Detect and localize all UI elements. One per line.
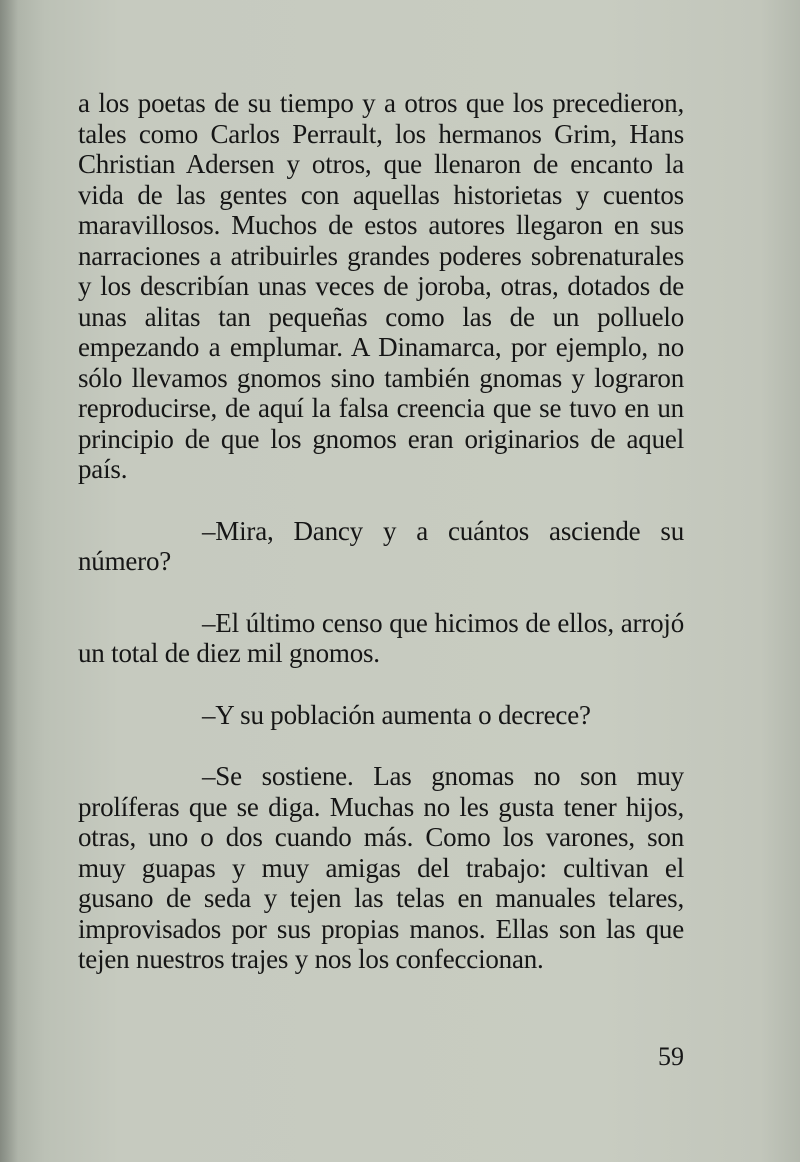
dialog-question-population: –Y su población aumenta o decrece? — [202, 699, 591, 730]
body-text — [78, 88, 684, 975]
paragraph-gap — [78, 669, 684, 700]
spine-shadow — [0, 0, 18, 1162]
page-number: 59 — [658, 1042, 684, 1071]
dialog-answer-gnomas: –Se sostiene. Las gnomas no son muy prolíferas que se diga. Muchas no les gusta tener hijos, otras, uno o dos cuando más. Como los varones, son muy guapas y muy amigas del trabajo: cultivan el gusano de seda y tejen las telas en manuales telares, improvisados por sus propias manos. Ellas son las que tejen nuestros trajes y nos los confeccionan. — [78, 761, 684, 974]
paragraph-gap — [78, 730, 684, 761]
paragraph-gap — [78, 485, 684, 516]
paragraph-gap — [78, 577, 684, 608]
dialog-answer-census: –El último censo que hicimos de ellos, arrojó un total de diez mil gnomos. — [78, 607, 684, 668]
paragraph-continuation: a los poetas de su tiempo y a otros que los precedieron, tales como Carlos Perrault, los hermanos Grim, Hans Christian Adersen y otros, que llenaron de encanto la vida de las gentes con aquellas historietas y cuentos maravillosos. Muchos de estos autores llegaron en sus narraciones a atribuirles grandes poderes sobrenaturales y los describían unas veces de joroba, otras, dotados de unas alitas tan pequeñas como las de un polluelo empezando a emplumar. A Dinamarca, por ejemplo, no sólo llevamos gnomos sino también gnomas y lograron reproducirse, de aquí la falsa creencia que se tuvo en un principio de que los gnomos eran originarios de aquel país. — [78, 88, 684, 484]
dialog-question-number: –Mira, Dancy y a cuántos asciende su número? — [78, 515, 684, 576]
